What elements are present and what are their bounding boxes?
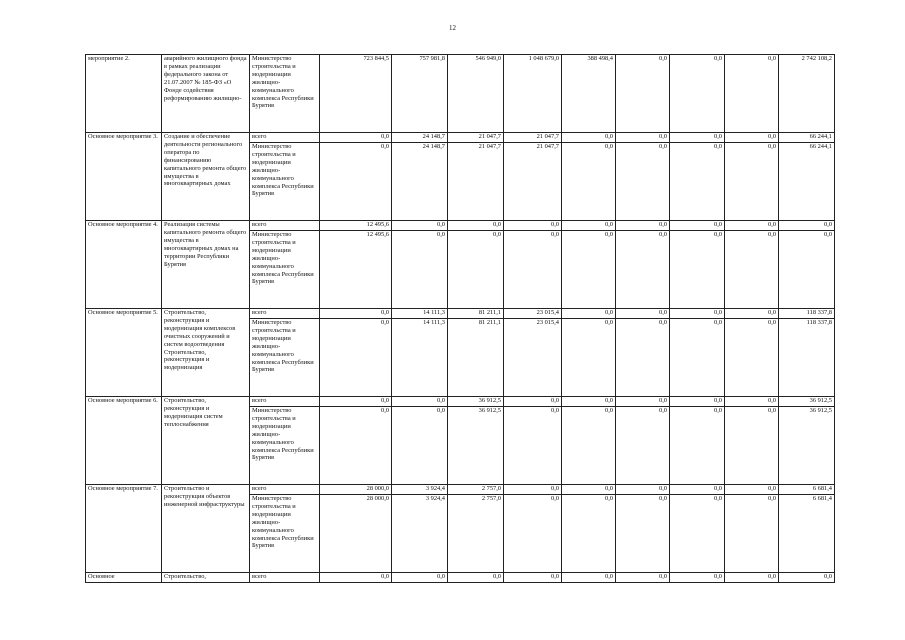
value-cell: 0,0 [670,485,725,495]
value-cell: 0,0 [616,495,670,573]
value-cell: 0,0 [616,397,670,407]
value-cell: 0,0 [725,485,779,495]
value-cell: 0,0 [392,397,448,407]
value-cell: 0,0 [504,407,562,485]
value-cell: 2 757,0 [448,495,504,573]
value-cell: 0,0 [616,55,670,133]
value-cell: 0,0 [670,495,725,573]
value-cell: 0,0 [725,133,779,143]
event-label: Основное мероприятие 5. [86,309,162,397]
value-cell: 0,0 [670,231,725,309]
value-cell: 0,0 [320,319,392,397]
value-cell: 0,0 [320,309,392,319]
value-cell: 0,0 [616,319,670,397]
event-description: аварийного жилищного фонда в рамках реализации федерального закона от 21.07.2007 № 185-ФЗ «О Фонде содействия реформированию жилищно- [162,55,250,133]
value-cell: 21 047,7 [448,133,504,143]
value-cell: 0,0 [616,143,670,221]
value-cell: 0,0 [320,133,392,143]
event-description: Строительство и реконструкция объектов инженерной инфраструктуры [162,485,250,573]
value-cell: 0,0 [504,221,562,231]
value-cell: 0,0 [448,231,504,309]
value-cell: 0,0 [725,319,779,397]
table-row [86,55,835,133]
value-cell: 81 211,1 [448,309,504,319]
value-cell: 0,0 [504,231,562,309]
value-cell: 24 148,7 [392,133,448,143]
value-cell: 0,0 [779,221,835,231]
funding-source: Министерство строительства и модернизации жилищно-коммунального комплекса Республики Бурятия [250,231,320,309]
value-cell: 0,0 [725,55,779,133]
value-cell: 0,0 [504,397,562,407]
value-cell: 21 047,7 [448,143,504,221]
event-label: Основное мероприятие 4. [86,221,162,309]
value-cell: 3 924,4 [392,485,448,495]
value-cell: 0,0 [725,407,779,485]
value-cell: 21 047,7 [504,133,562,143]
event-label: Основное мероприятие 3. [86,133,162,221]
value-cell: 0,0 [562,495,616,573]
value-cell: 0,0 [562,319,616,397]
value-cell: 0,0 [670,319,725,397]
value-cell: 23 015,4 [504,319,562,397]
value-cell: 0,0 [562,407,616,485]
value-cell: 0,0 [616,133,670,143]
value-cell: 0,0 [725,231,779,309]
table-row [86,309,835,319]
value-cell: 0,0 [616,407,670,485]
value-cell: 118 337,8 [779,309,835,319]
event-label: Основное мероприятие 6. [86,397,162,485]
value-cell: 36 912,5 [779,397,835,407]
value-cell: 6 681,4 [779,495,835,573]
table-row [86,133,835,143]
funding-source: всего [250,485,320,495]
value-cell: 0,0 [725,143,779,221]
value-cell: 0,0 [725,573,779,583]
value-cell: 0,0 [504,485,562,495]
value-cell: 0,0 [320,397,392,407]
page-number: 12 [449,24,456,32]
funding-source: всего [250,221,320,231]
funding-source: Министерство строительства и модернизации жилищно-коммунального комплекса Республики Бурятия [250,143,320,221]
value-cell: 36 912,5 [448,397,504,407]
value-cell: 0,0 [725,221,779,231]
funding-source: всего [250,133,320,143]
value-cell: 36 912,5 [779,407,835,485]
table-row [86,573,835,583]
event-label: Основное [86,573,162,583]
value-cell: 0,0 [392,231,448,309]
budget-table [85,54,835,583]
value-cell: 0,0 [392,221,448,231]
funding-source: всего [250,397,320,407]
funding-source: Министерство строительства и модернизации жилищно-коммунального комплекса Республики Бурятия [250,55,320,133]
value-cell: 12 495,6 [320,231,392,309]
value-cell: 757 981,8 [392,55,448,133]
value-cell: 66 244,1 [779,143,835,221]
value-cell: 0,0 [670,55,725,133]
value-cell: 0,0 [670,133,725,143]
funding-source: всего [250,573,320,583]
event-description: Реализация системы капитального ремонта общего имущества в многоквартирных домах на территории Республики Бурятия [162,221,250,309]
funding-source: Министерство строительства и модернизации жилищно-коммунального комплекса Республики Бурятия [250,319,320,397]
value-cell: 0,0 [562,143,616,221]
event-description: Строительство, [162,573,250,583]
value-cell: 0,0 [670,143,725,221]
value-cell: 66 244,1 [779,133,835,143]
event-label: Основное мероприятие 7. [86,485,162,573]
value-cell: 1 048 679,0 [504,55,562,133]
value-cell: 0,0 [448,221,504,231]
value-cell: 0,0 [616,573,670,583]
value-cell: 0,0 [616,231,670,309]
event-description: Строительство, реконструкция и модернизация систем теплоснабжения [162,397,250,485]
funding-source: Министерство строительства и модернизации жилищно-коммунального комплекса Республики Бурятия [250,407,320,485]
value-cell: 0,0 [320,143,392,221]
value-cell: 14 111,3 [392,309,448,319]
value-cell: 0,0 [725,309,779,319]
value-cell: 0,0 [562,309,616,319]
event-description: Строительство, реконструкция и модернизация комплексов очистных сооружений и систем водоотведения Строительство, реконструкция и модернизация [162,309,250,397]
value-cell: 6 681,4 [779,485,835,495]
value-cell: 36 912,5 [448,407,504,485]
value-cell: 0,0 [670,309,725,319]
value-cell: 0,0 [670,407,725,485]
value-cell: 3 924,4 [392,495,448,573]
value-cell: 0,0 [725,397,779,407]
value-cell: 0,0 [670,397,725,407]
table-row [86,221,835,231]
funding-source: всего [250,309,320,319]
value-cell: 24 148,7 [392,143,448,221]
event-description: Создание и обеспечение деятельности регионального оператора по финансированию капитального ремонта общего имущества в многоквартирных домах [162,133,250,221]
table-row [86,397,835,407]
value-cell: 0,0 [725,495,779,573]
value-cell: 0,0 [504,573,562,583]
value-cell: 0,0 [392,573,448,583]
value-cell: 0,0 [670,573,725,583]
value-cell: 388 498,4 [562,55,616,133]
value-cell: 0,0 [562,231,616,309]
value-cell: 12 495,6 [320,221,392,231]
value-cell: 0,0 [320,407,392,485]
value-cell: 0,0 [562,133,616,143]
value-cell: 2 757,0 [448,485,504,495]
value-cell: 0,0 [392,407,448,485]
value-cell: 0,0 [779,573,835,583]
value-cell: 0,0 [562,397,616,407]
value-cell: 0,0 [779,231,835,309]
event-label: мероприятие 2. [86,55,162,133]
value-cell: 2 742 108,2 [779,55,835,133]
value-cell: 0,0 [320,573,392,583]
value-cell: 0,0 [562,485,616,495]
value-cell: 546 949,0 [448,55,504,133]
value-cell: 0,0 [504,495,562,573]
value-cell: 0,0 [562,221,616,231]
value-cell: 0,0 [616,309,670,319]
value-cell: 21 047,7 [504,143,562,221]
value-cell: 723 844,5 [320,55,392,133]
table-row [86,485,835,495]
funding-source: Министерство строительства и модернизации жилищно-коммунального комплекса Республики Бурятия [250,495,320,573]
value-cell: 81 211,1 [448,319,504,397]
value-cell: 0,0 [616,485,670,495]
value-cell: 28 000,0 [320,485,392,495]
value-cell: 14 111,3 [392,319,448,397]
value-cell: 28 000,0 [320,495,392,573]
value-cell: 0,0 [562,573,616,583]
value-cell: 0,0 [670,221,725,231]
value-cell: 23 015,4 [504,309,562,319]
value-cell: 0,0 [448,573,504,583]
value-cell: 118 337,8 [779,319,835,397]
value-cell: 0,0 [616,221,670,231]
